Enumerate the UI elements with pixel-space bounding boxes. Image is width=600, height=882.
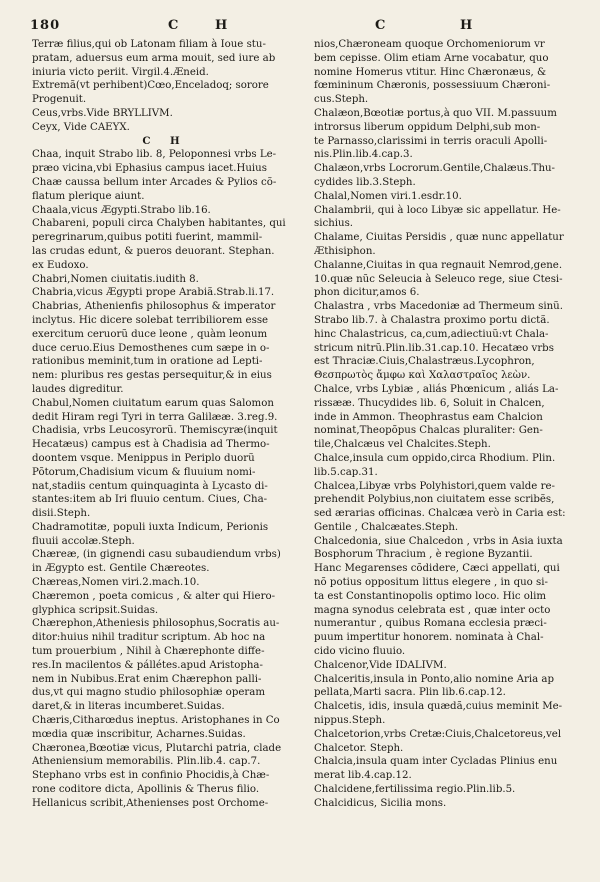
text-line: duce ceruo.Eius Demosthenes cum sæpe in o- xyxy=(32,342,270,354)
text-line: Chalal,Nomen viri.1.esdr.10. xyxy=(314,190,462,202)
text-line: peregrinarum,quibus potiti fuerint, mammil- xyxy=(32,232,263,244)
text-line: Chabri,Nomen ciuitatis.iudith 8. xyxy=(32,273,199,285)
text-line: 10.quæ nũc Seleucia à Seleuco rege, siue Ctesi- xyxy=(314,273,563,285)
text-line: Chalcetor. Steph. xyxy=(314,742,404,754)
text-line: ex Eudoxo. xyxy=(32,259,89,271)
text-line: Gentile , Chalcæates.Steph. xyxy=(314,521,459,533)
page-number: 180 xyxy=(30,18,61,33)
text-line: Chadramotitæ, populi iuxta Indicum, Perionis xyxy=(32,521,269,533)
text-line: fœmininum Chæronis, possessiuum Chæroni- xyxy=(314,80,551,92)
text-line: Chæremon , poeta comicus , & alter qui Hiero- xyxy=(32,590,276,602)
text-line: Chalæon,Bœotiæ portus,à quo VII. M.passuum xyxy=(314,107,557,119)
text-line: prehendit Polybius,non ciuitatem esse scribẽs, xyxy=(314,494,555,506)
text-line: Chalame, Ciuitas Persidis , quæ nunc appellatur xyxy=(314,232,564,244)
text-line: res.In macilentos & pállétes.apud Aristopha- xyxy=(32,659,263,671)
text-line: Θεσπρωτὸς ἄμφω καὶ Χαλαστραῖος λεὼν. xyxy=(314,370,531,382)
text-line: merat lib.4.cap.12. xyxy=(314,770,412,782)
text-line: nios,Chæroneam quoque Orchomeniorum vr xyxy=(314,39,545,50)
text-line: sichius. xyxy=(314,218,354,230)
text-line: Chæreæ, (in gignendi casu subaudiendum vrbs) xyxy=(32,549,281,561)
text-line: nem in Nubibus.Erat enim Chærephon palli- xyxy=(32,673,262,685)
text-line: rone coditore dicta, Apollinis & Therus filio. xyxy=(32,784,260,796)
right-column xyxy=(314,38,580,811)
text-line: cus.Steph. xyxy=(314,94,369,106)
text-line: iniuria victo periit. Virgil.4.Æneid. xyxy=(32,66,209,78)
text-line: numerantur , quibus Romana ecclesia præci- xyxy=(314,618,547,630)
header-letter: H xyxy=(460,18,474,33)
text-line: phon dicitur,amos 6. xyxy=(314,287,420,299)
text-line: cydides lib.3.Steph. xyxy=(314,176,416,188)
text-line: Chærephon,Atheniesis philosophus,Socratis au- xyxy=(32,618,280,630)
text-line: Hecatæus) campus est à Chadisia ad Thermo- xyxy=(32,439,270,451)
text-line: introrsus liberum oppidum Delphi,sub mon- xyxy=(314,121,541,133)
text-line: Chalambrii, qui à loco Libyæ sic appellatur. He- xyxy=(314,204,561,216)
text-line: cido vicino fluuio. xyxy=(314,646,406,658)
text-line: dedit Hiram regi Tyri in terra Galilææ. 3.reg.9. xyxy=(32,411,278,423)
text-line: te Parnasso,clarissimi in terris oraculi Apolli- xyxy=(314,135,548,147)
text-line: inde in Ammon. Theophrastus eam Chalcion xyxy=(314,411,543,423)
text-line: Chalastra , vrbs Macedoniæ ad Thermeum sinũ. xyxy=(314,301,563,313)
text-line: Hellanicus scribit,Athenienses post Orchome- xyxy=(32,797,269,809)
text-line: tum prouerbium , Nihil à Chærephonte diffe- xyxy=(32,646,265,658)
text-line: glyphica scripsit.Suidas. xyxy=(32,604,159,616)
text-line: Æthisiphon. xyxy=(314,245,376,257)
text-line: Chalcetis, idis, insula quædã,cuius meminit Me- xyxy=(314,701,563,713)
text-line: tile,Chalcæus vel Chalcites.Steph. xyxy=(314,439,491,451)
text-line: Strabo lib.7. à Chalastra proximo portu dictã. xyxy=(314,314,550,326)
text-line: rationibus meminit,tum in oratione ad Lepti- xyxy=(32,356,263,368)
text-line: Chadisia, vrbs Leucosyrorũ. Themiscyræ(inquit xyxy=(32,425,278,437)
text-line: doontem vsque. Menippus in Periplo duorũ xyxy=(32,452,255,464)
text-line: Chalcia,insula quam inter Cycladas Plinius enu xyxy=(314,756,558,768)
text-line: Chalcidicus, Sicilia mons. xyxy=(314,797,447,809)
text-line: Chæronea,Bœotiæ vicus, Plutarchi patria, clade xyxy=(32,742,282,754)
text-line: præo vicina,vbi Ephasius campus iacet.Huius xyxy=(32,163,267,175)
text-line: laudes digreditur. xyxy=(32,383,124,395)
text-line: dus,vt qui magno studio philosophiæ operam xyxy=(32,687,265,699)
text-line: Extremã(vt perhibent)Cœo,Enceladoq; sorore xyxy=(32,80,269,92)
text-line: bem cepisse. Olim etiam Arne vocabatur, quo xyxy=(314,52,549,64)
text-line: in Ægypto est. Gentile Chæreotes. xyxy=(32,563,210,575)
text-line: mœdia quæ inscribitur, Acharnes.Suidas. xyxy=(32,728,246,740)
text-line: est Thraciæ.Ciuis,Chalastræus.Lycophron, xyxy=(314,356,535,368)
text-line: Chalcidene,fertilissima regio.Plin.lib.5. xyxy=(314,784,516,796)
text-line: magna synodus celebrata est , quæ inter octo xyxy=(314,604,551,616)
text-line: inclytus. Hic dicere solebat terribiliorem esse xyxy=(32,314,269,326)
text-line: nat,stadiis centum quinquaginta à Lycasto di- xyxy=(32,480,268,492)
header-letter: C xyxy=(375,18,387,33)
text-line: Stephano vrbs est in confinio Phocidis,à Chæ- xyxy=(32,770,270,782)
text-line: daret,& in literas incumberet.Suidas. xyxy=(32,701,225,713)
text-line: fluuii accolæ.Steph. xyxy=(32,535,135,547)
text-line: stricum nitrũ.Plin.lib.31.cap.10. Hecatæo vrbs xyxy=(314,342,554,354)
text-line: puum impertitur honorem. nominata à Chal- xyxy=(314,632,544,644)
text-line: Terræ filius,qui ob Latonam filiam à Ioue stu- xyxy=(32,39,266,50)
text-line: ta est Constantinopolis optimo loco. Hic olim xyxy=(314,590,547,602)
text-line: Chalanne,Ciuitas in qua regnauit Nemrod,gene. xyxy=(314,259,563,271)
text-line: stantes:item ab Iri fluuio centum. Ciues, Cha- xyxy=(32,494,268,506)
text-line: Chaala,vicus Ægypti.Strabo lib.16. xyxy=(32,204,211,216)
text-line: Chaæ caussa bellum inter Arcades & Pylios cõ- xyxy=(32,176,277,188)
text-line: Chæreas,Nomen viri.2.mach.10. xyxy=(32,577,200,589)
text-line: rissææ. Thucydides lib. 6, Soluit in Chalcen, xyxy=(314,397,545,409)
text-line: nis.Plin.lib.4.cap.3. xyxy=(314,149,413,161)
text-line: Chabareni, populi circa Chalyben habitantes, qui xyxy=(32,218,286,230)
header-letter: H xyxy=(215,18,229,33)
text-line: nomine Homerus vtitur. Hinc Chæronæus, & xyxy=(314,66,547,78)
text-line: flatum plerique aiunt. xyxy=(32,190,145,202)
text-line: lib.5.cap.31. xyxy=(314,466,378,478)
text-line: nippus.Steph. xyxy=(314,715,386,727)
section-heading: C H xyxy=(142,134,188,147)
text-line: Chalcea,Libyæ vrbs Polyhistori,quem valde re- xyxy=(314,480,555,492)
text-line: Progenuit. xyxy=(32,94,87,106)
text-line: Ceus,vrbs.Vide BRYLLIVM. xyxy=(32,107,173,119)
text-line: Chabrias, Athenienfis philosophus & imperator xyxy=(32,301,276,313)
text-line: Chabria,vicus Ægypti prope Arabiã.Strab.li.17. xyxy=(32,287,275,299)
text-line: Atheniensium memorabilis. Plin.lib.4. cap.7. xyxy=(32,756,261,768)
text-line: pratam, aduersus eum arma mouit, sed iure ab xyxy=(32,52,276,64)
text-line: hinc Chalastricus, ca,cum,adiectiuũ:vt Chala- xyxy=(314,328,549,340)
text-line: Chabul,Nomen ciuitatum earum quas Salomon xyxy=(32,397,274,409)
text-line: Hanc Megarenses cõdidere, Cæci appellati, qui xyxy=(314,563,560,575)
text-line: nõ potius oppositum littus elegere , in quo si- xyxy=(314,577,548,589)
text-line: Chalcetorion,vrbs Cretæ:Ciuis,Chalcetoreus,vel xyxy=(314,728,562,740)
text-line: nominat,Theopõpus Chalcas pluraliter: Gen- xyxy=(314,425,543,437)
running-header xyxy=(30,18,575,36)
text-line: Chalce, vrbs Lybiæ , aliás Phœnicum , aliás La- xyxy=(314,383,559,395)
text-line: Põtorum,Chadisium vicum & fluuium nomi- xyxy=(32,466,256,478)
text-line: Chaa, inquit Strabo lib. 8, Peloponnesi vrbs Le- xyxy=(32,149,277,161)
text-line: Chalæon,vrbs Locrorum.Gentile,Chalæus.Thu- xyxy=(314,163,556,175)
text-line: Chæris,Citharœdus ineptus. Aristophanes in Co xyxy=(32,715,280,727)
text-line: Ceyx, Vide CAEYX. xyxy=(32,121,130,133)
left-column xyxy=(32,38,298,811)
text-line: ditor:huius nihil traditur scriptum. Ab hoc na xyxy=(32,632,266,644)
text-line: Chalce,insula cum oppido,circa Rhodium. Plin. xyxy=(314,452,556,464)
text-line: Chalcedonia, siue Chalcedon , vrbs in Asia iuxta xyxy=(314,535,563,547)
text-line: Chalcenor,Vide IDALIVM. xyxy=(314,659,447,671)
text-line: sed ærarias officinas. Chalcæa verò in Caria est: xyxy=(314,508,566,520)
text-line: Chalceritis,insula in Ponto,alio nomine Aria ap xyxy=(314,673,555,685)
text-line: Bosphorum Thracium , è regione Byzantii. xyxy=(314,549,533,561)
text-line: pellata,Marti sacra. Plin lib.6.cap.12. xyxy=(314,687,506,699)
header-letter: C xyxy=(168,18,180,33)
text-line: nem: pluribus res gestas persequitur,& in eius xyxy=(32,370,272,382)
text-line: las crudas edunt, & pueros deuorant. Stephan. xyxy=(32,245,275,257)
text-line: exercitum ceruorũ duce leone , quàm leonum xyxy=(32,328,268,340)
text-line: disii.Steph. xyxy=(32,508,91,520)
